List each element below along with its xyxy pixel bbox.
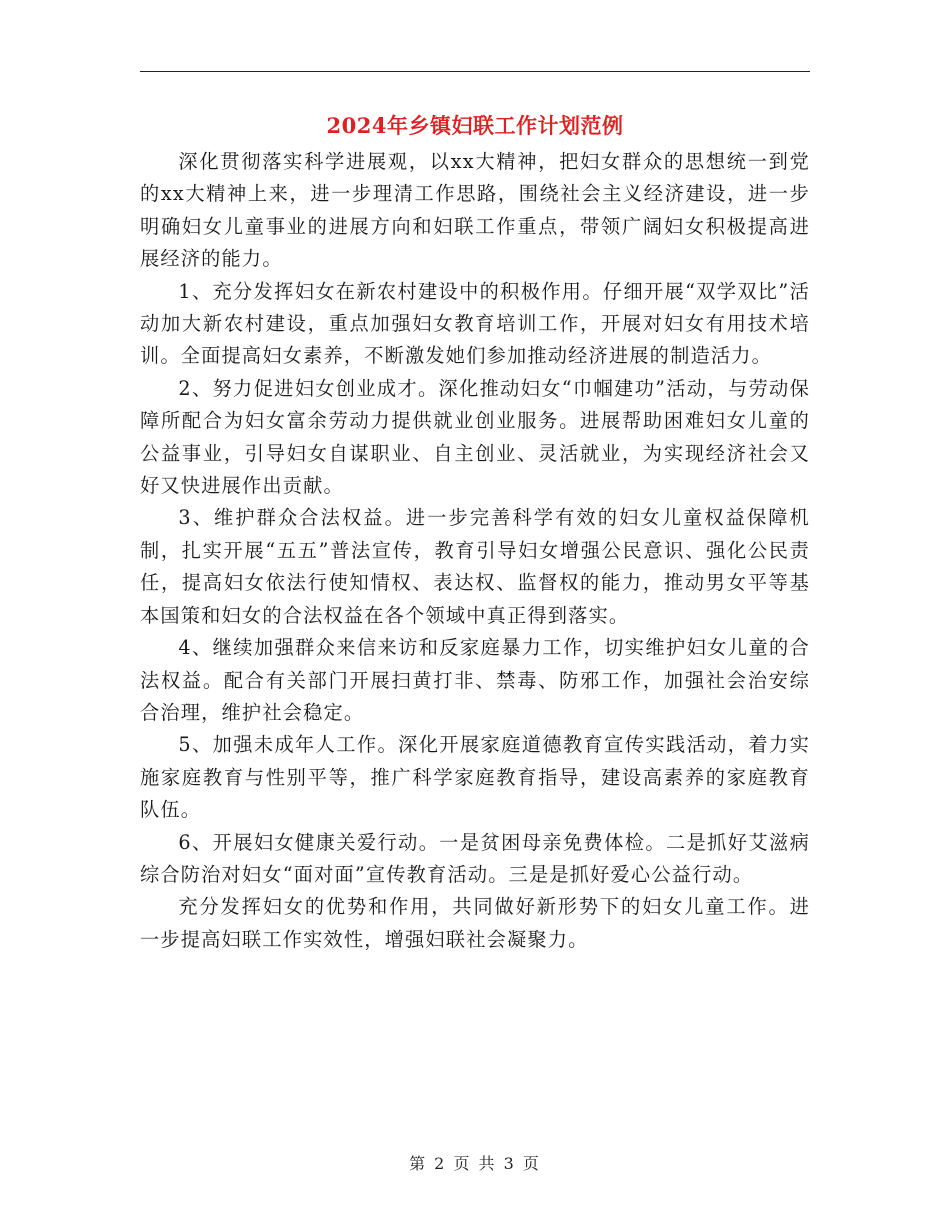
header-rule — [140, 71, 810, 72]
paragraph-item-6: 6、开展妇女健康关爱行动。一是贫困母亲免费体检。二是抓好艾滋病综合防治对妇女“面对面”宣传教育活动。三是是抓好爱心公益行动。 — [140, 830, 810, 886]
paragraph-item-5: 5、加强未成年人工作。深化开展家庭道德教育宣传实践活动，着力实施家庭教育与性别平等，推广科学家庭教育指导，建设高素养的家庭教育队伍。 — [140, 733, 810, 822]
paragraph-item-2: 2、努力促进妇女创业成才。深化推动妇女“巾帼建功”活动，与劳动保障所配合为妇女富余劳动力提供就业创业服务。进展帮助困难妇女儿童的公益事业，引导妇女自谋职业、自主创业、灵活就业，为实现经济社会又好又快进展作出贡献。 — [140, 376, 810, 498]
paragraph-item-3: 3、维护群众合法权益。进一步完善科学有效的妇女儿童权益保障机制，扎实开展“五五”普法宣传，教育引导妇女增强公民意识、强化公民责任，提高妇女依法行使知情权、表达权、监督权的能力，推动男女平等基本国策和妇女的合法权益在各个领域中真正得到落实。 — [140, 506, 810, 627]
paragraph-conclusion: 充分发挥妇女的优势和作用，共同做好新形势下的妇女儿童工作。进一步提高妇联工作实效性，增强妇联社会凝聚力。 — [140, 895, 810, 951]
paragraph-intro: 深化贯彻落实科学进展观，以xx大精神，把妇女群众的思想统一到党的xx大精神上来，进一步理清工作思路，围绕社会主义经济建设，进一步明确妇女儿童事业的进展方向和妇联工作重点，带领广阔妇女积极提高进展经济的能力。 — [140, 150, 810, 271]
paragraph-item-1: 1、充分发挥妇女在新农村建设中的积极作用。仔细开展“双学双比”活动加大新农村建设，重点加强妇女教育培训工作，开展对妇女有用技术培训。全面提高妇女素养，不断激发她们参加推动经济进展的制造活力。 — [140, 279, 810, 368]
document-title: 2024年乡镇妇联工作计划范例 — [326, 113, 624, 138]
page-footer: 第 2 页 共 3 页 — [409, 1154, 541, 1173]
paragraph-item-4: 4、继续加强群众来信来访和反家庭暴力工作，切实维护妇女儿童的合法权益。配合有关部门开展扫黄打非、禁毒、防邪工作，加强社会治安综合治理，维护社会稳定。 — [140, 636, 810, 724]
document-body — [140, 146, 810, 956]
